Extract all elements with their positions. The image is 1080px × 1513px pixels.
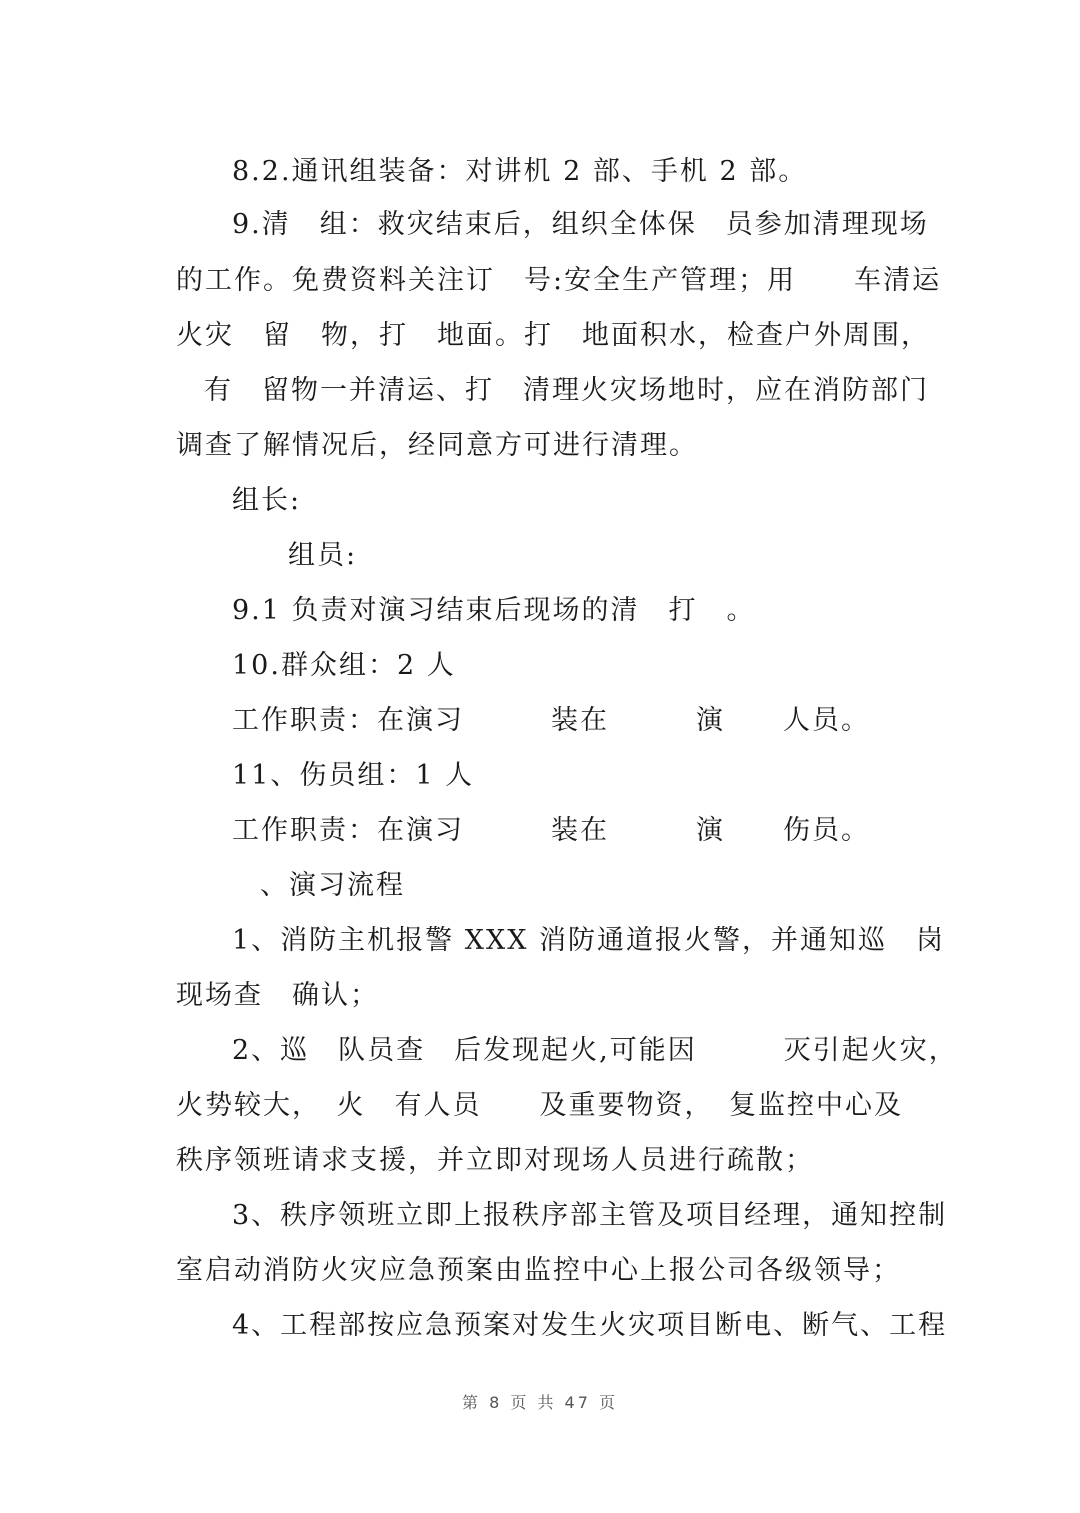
text-line: 调查了解情况后，经同意方可进行清理。 bbox=[176, 430, 698, 461]
text-line: 工作职责：在演习 装在 演 伤员。 bbox=[232, 815, 870, 846]
text-line: 9.清 组：救灾结束后，组织全体保 员参加清理现场 bbox=[232, 209, 929, 240]
text-line: 3、秩序领班立即上报秩序部主管及项目经理，通知控制 bbox=[232, 1200, 948, 1231]
text-line: 组员: bbox=[288, 540, 358, 571]
text-line: 秩序领班请求支援，并立即对现场人员进行疏散； bbox=[176, 1145, 814, 1176]
text-line: 组长: bbox=[232, 485, 302, 516]
text-line: 火势较大， 火 有人员 及重要物资， 复监控中心及 bbox=[176, 1090, 903, 1121]
text-line: 8.2.通讯组装备：对讲机 2 部、手机 2 部。 bbox=[232, 156, 808, 187]
text-line: 现场查 确认； bbox=[176, 980, 379, 1011]
text-line: 1、消防主机报警 XXX 消防通道报火警，并通知巡 岗 bbox=[232, 925, 946, 956]
text-line: 工作职责：在演习 装在 演 人员。 bbox=[232, 705, 870, 736]
section-heading: 、演习流程 bbox=[260, 870, 405, 901]
text-line: 2、巡 队员查 后发现起火,可能因 灭引起火灾， bbox=[232, 1035, 958, 1066]
text-line: 室启动消防火灾应急预案由监控中心上报公司各级领导； bbox=[176, 1255, 901, 1286]
text-line: 10.群众组：2 人 bbox=[232, 650, 456, 681]
page-number-footer: 第 8 页 共 47 页 bbox=[462, 1393, 618, 1412]
text-line: 火灾 留 物，打 地面。打 地面积水，检查户外周围， bbox=[176, 320, 930, 351]
text-line: 11、伤员组：1 人 bbox=[232, 760, 475, 791]
text-line: 4、工程部按应急预案对发生火灾项目断电、断气、工程 bbox=[232, 1310, 948, 1341]
text-line: 9.1 负责对演习结束后现场的清 打 。 bbox=[232, 595, 756, 626]
text-line: 有 留物一并清运、打 清理火灾场地时，应在消防部门 bbox=[204, 375, 929, 406]
text-line: 的工作。免费资料关注订 号:安全生产管理；用 车清运 bbox=[176, 265, 942, 296]
